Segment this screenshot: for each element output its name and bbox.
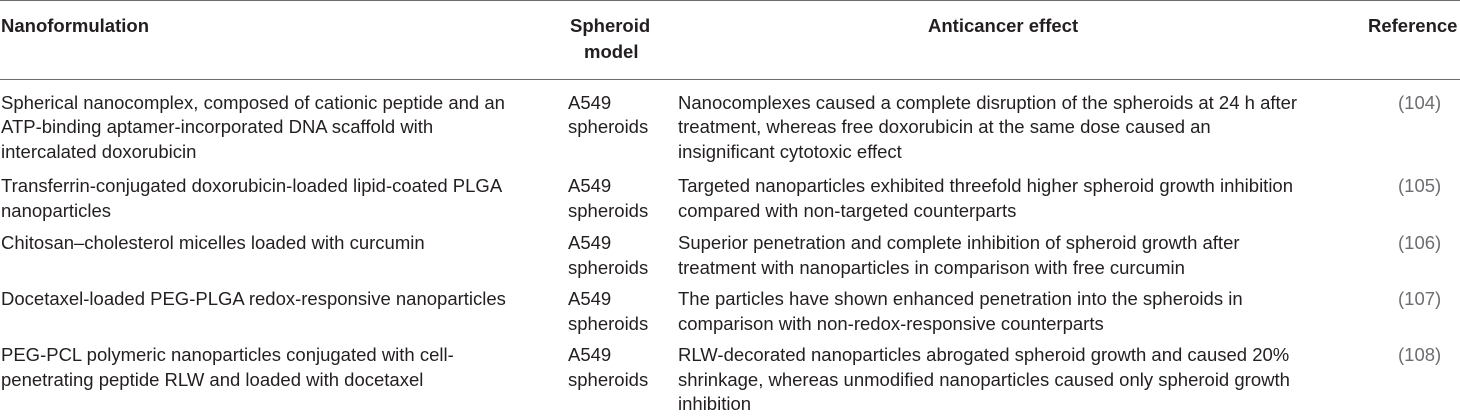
row4-reference-link[interactable]: (107) bbox=[1398, 288, 1442, 309]
row3-effect-line1: Superior penetration and complete inhibition of spheroid growth after bbox=[678, 232, 1240, 253]
row4-model-line2: spheroids bbox=[568, 313, 649, 334]
row5-reference-link[interactable]: (108) bbox=[1398, 344, 1442, 365]
row1-formulation-line3: intercalated doxorubicin bbox=[1, 141, 197, 162]
row1-formulation-line1: Spherical nanocomplex, composed of cationic peptide and an bbox=[1, 92, 505, 113]
row2-formulation-line1: Transferrin-conjugated doxorubicin-loaded lipid-coated PLGA bbox=[1, 175, 503, 196]
row2-effect-line1: Targeted nanoparticles exhibited threefold higher spheroid growth inhibition bbox=[678, 175, 1294, 196]
row2-model-line1: A549 bbox=[568, 175, 612, 196]
row5-effect-line3: inhibition bbox=[678, 393, 752, 414]
row5-formulation-line2: penetrating peptide RLW and loaded with docetaxel bbox=[1, 369, 424, 390]
row2-reference-link[interactable]: (105) bbox=[1398, 175, 1442, 196]
row2-effect-line2: compared with non-targeted counterparts bbox=[678, 200, 1017, 221]
row1-formulation-line2: ATP-binding aptamer-incorporated DNA scaffold with bbox=[1, 116, 434, 137]
row1-model-line1: A549 bbox=[568, 92, 612, 113]
row1-effect-line1: Nanocomplexes caused a complete disruption of the spheroids at 24 h after bbox=[678, 92, 1298, 113]
row3-model-line2: spheroids bbox=[568, 257, 649, 278]
row4-effect-line1: The particles have shown enhanced penetration into the spheroids in bbox=[678, 288, 1243, 309]
header-anticancer-effect: Anticancer effect bbox=[928, 15, 1079, 36]
row4-effect-line2: comparison with non-redox-responsive counterparts bbox=[678, 313, 1104, 334]
row5-effect-line1: RLW-decorated nanoparticles abrogated spheroid growth and caused 20% bbox=[678, 344, 1290, 365]
row3-formulation-line1: Chitosan–cholesterol micelles loaded with curcumin bbox=[1, 232, 425, 253]
table-header-rule bbox=[0, 79, 1460, 80]
row5-model-line1: A549 bbox=[568, 344, 612, 365]
row4-model-line1: A549 bbox=[568, 288, 612, 309]
row1-reference-link[interactable]: (104) bbox=[1398, 92, 1442, 113]
row5-effect-line2: shrinkage, whereas unmodified nanoparticles caused only spheroid growth bbox=[678, 369, 1290, 390]
row2-model-line2: spheroids bbox=[568, 200, 649, 221]
row3-reference-link[interactable]: (106) bbox=[1398, 232, 1442, 253]
row1-model-line2: spheroids bbox=[568, 116, 649, 137]
table-top-rule bbox=[0, 0, 1460, 1]
row1-effect-line3: insignificant cytotoxic effect bbox=[678, 141, 902, 162]
row5-model-line2: spheroids bbox=[568, 369, 649, 390]
header-spheroid-model-line1: Spheroid bbox=[570, 15, 651, 36]
row1-effect-line2: treatment, whereas free doxorubicin at the same dose caused an bbox=[678, 116, 1211, 137]
row3-effect-line2: treatment with nanoparticles in comparison with free curcumin bbox=[678, 257, 1185, 278]
row2-formulation-line2: nanoparticles bbox=[1, 200, 112, 221]
row5-formulation-line1: PEG-PCL polymeric nanoparticles conjugated with cell- bbox=[1, 344, 454, 365]
row4-formulation-line1: Docetaxel-loaded PEG-PLGA redox-responsive nanoparticles bbox=[1, 288, 506, 309]
row3-model-line1: A549 bbox=[568, 232, 612, 253]
header-reference: Reference bbox=[1368, 15, 1458, 36]
header-nanoformulation: Nanoformulation bbox=[1, 15, 149, 36]
header-spheroid-model-line2: model bbox=[584, 41, 639, 62]
